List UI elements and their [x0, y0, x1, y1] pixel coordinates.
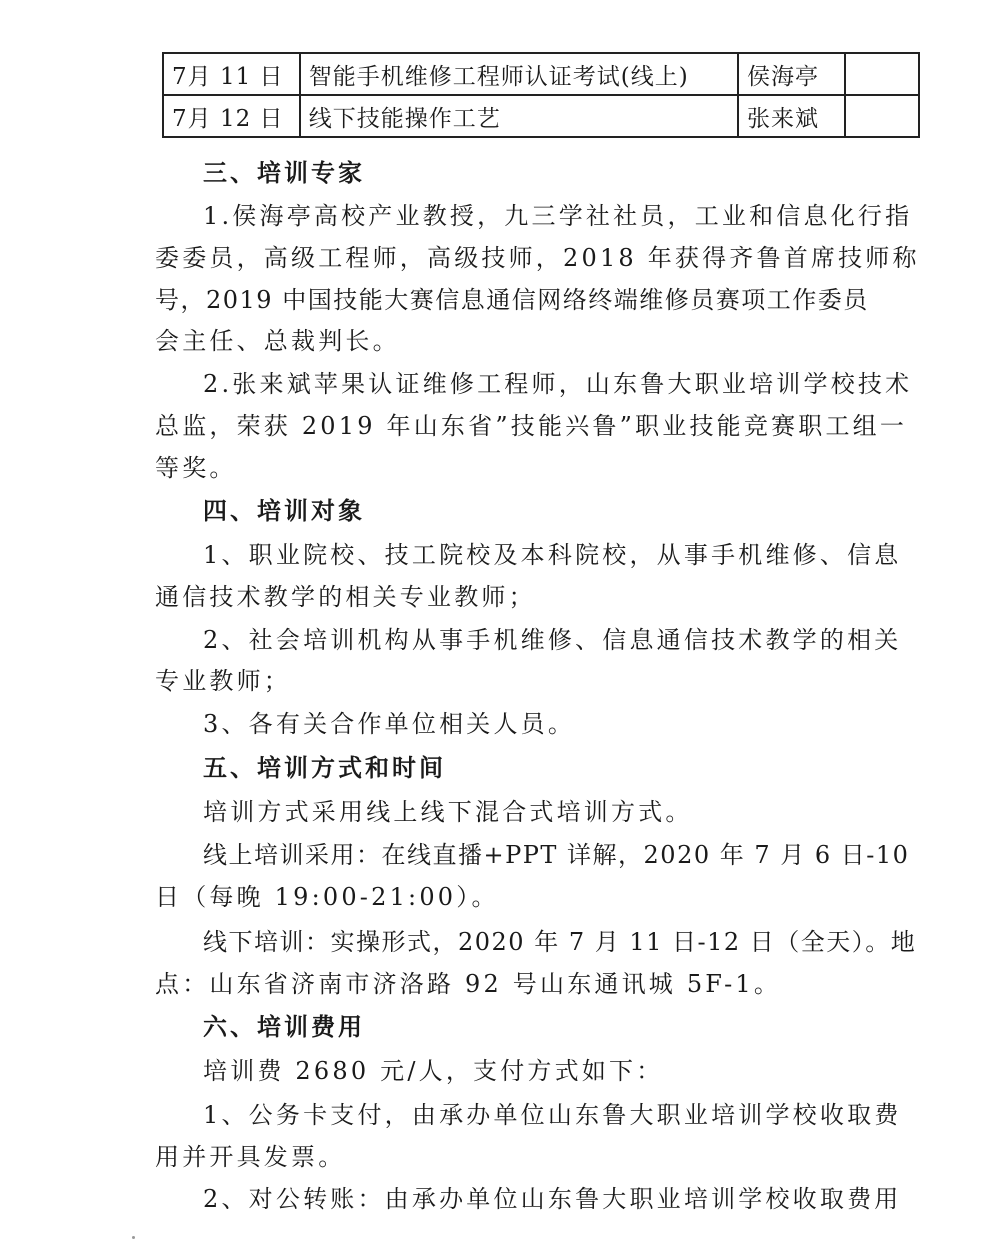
paragraph-line: 用并开具发票。	[155, 1143, 346, 1171]
paragraph-line: 2、社会培训机构从事手机维修、信息通信技术教学的相关	[203, 626, 902, 654]
paragraph-line: 2、对公转账：由承办单位山东鲁大职业培训学校收取费用	[203, 1185, 902, 1213]
section-heading: 五、培训方式和时间	[203, 753, 446, 782]
paragraph-line: 通信技术教学的相关专业教师；	[155, 583, 536, 611]
schedule-note	[845, 53, 919, 95]
schedule-table	[162, 52, 920, 138]
schedule-topic: 线下技能操作工艺	[300, 95, 738, 137]
paragraph-line: 委委员，高级工程师，高级技师，2018 年获得齐鲁首席技师称	[155, 244, 920, 272]
paragraph-line: 专业教师；	[155, 667, 291, 695]
paragraph-line: 日（每晚 19:00-21:00）。	[155, 883, 499, 911]
paragraph-line: 1、职业院校、技工院校及本科院校，从事手机维修、信息	[203, 541, 902, 569]
section-heading: 三、培训专家	[203, 158, 365, 187]
table-row	[163, 53, 919, 95]
paragraph-line: 2.张来斌苹果认证维修工程师，山东鲁大职业培训学校技术	[203, 370, 913, 398]
paragraph-line: 总监，荣获 2019 年山东省”技能兴鲁”职业技能竞赛职工组一	[155, 412, 908, 440]
paragraph-line: 点：山东省济南市济洛路 92 号山东通讯城 5F-1。	[155, 970, 782, 998]
schedule-note	[845, 95, 919, 137]
schedule-teacher: 侯海亭	[738, 53, 845, 95]
paragraph-line: 培训方式采用线上线下混合式培训方式。	[203, 798, 693, 826]
scan-speck	[132, 1236, 135, 1239]
paragraph-line: 线下培训：实操形式，2020 年 7 月 11 日-12 日（全天）。地	[203, 928, 917, 956]
schedule-date: 7月 11 日	[163, 53, 300, 95]
schedule-topic: 智能手机维修工程师认证考试(线上)	[300, 53, 738, 95]
paragraph-line: 培训费 2680 元/人，支付方式如下：	[203, 1057, 664, 1085]
section-heading: 四、培训对象	[203, 496, 365, 525]
paragraph-line: 1.侯海亭高校产业教授，九三学社社员，工业和信息化行指	[203, 202, 913, 230]
paragraph-line: 1、公务卡支付，由承办单位山东鲁大职业培训学校收取费	[203, 1101, 902, 1129]
paragraph-line: 会主任、总裁判长。	[155, 327, 400, 355]
paragraph-line: 等奖。	[155, 454, 237, 482]
section-heading: 六、培训费用	[203, 1012, 365, 1041]
schedule-date: 7月 12 日	[163, 95, 300, 137]
paragraph-line: 号，2019 中国技能大赛信息通信网络终端维修员赛项工作委员	[155, 286, 869, 314]
table-row	[163, 95, 919, 137]
paragraph-line: 3、各有关合作单位相关人员。	[203, 710, 576, 738]
paragraph-line: 线上培训采用：在线直播+PPT 详解，2020 年 7 月 6 日-10	[203, 841, 910, 869]
schedule-teacher: 张来斌	[738, 95, 845, 137]
